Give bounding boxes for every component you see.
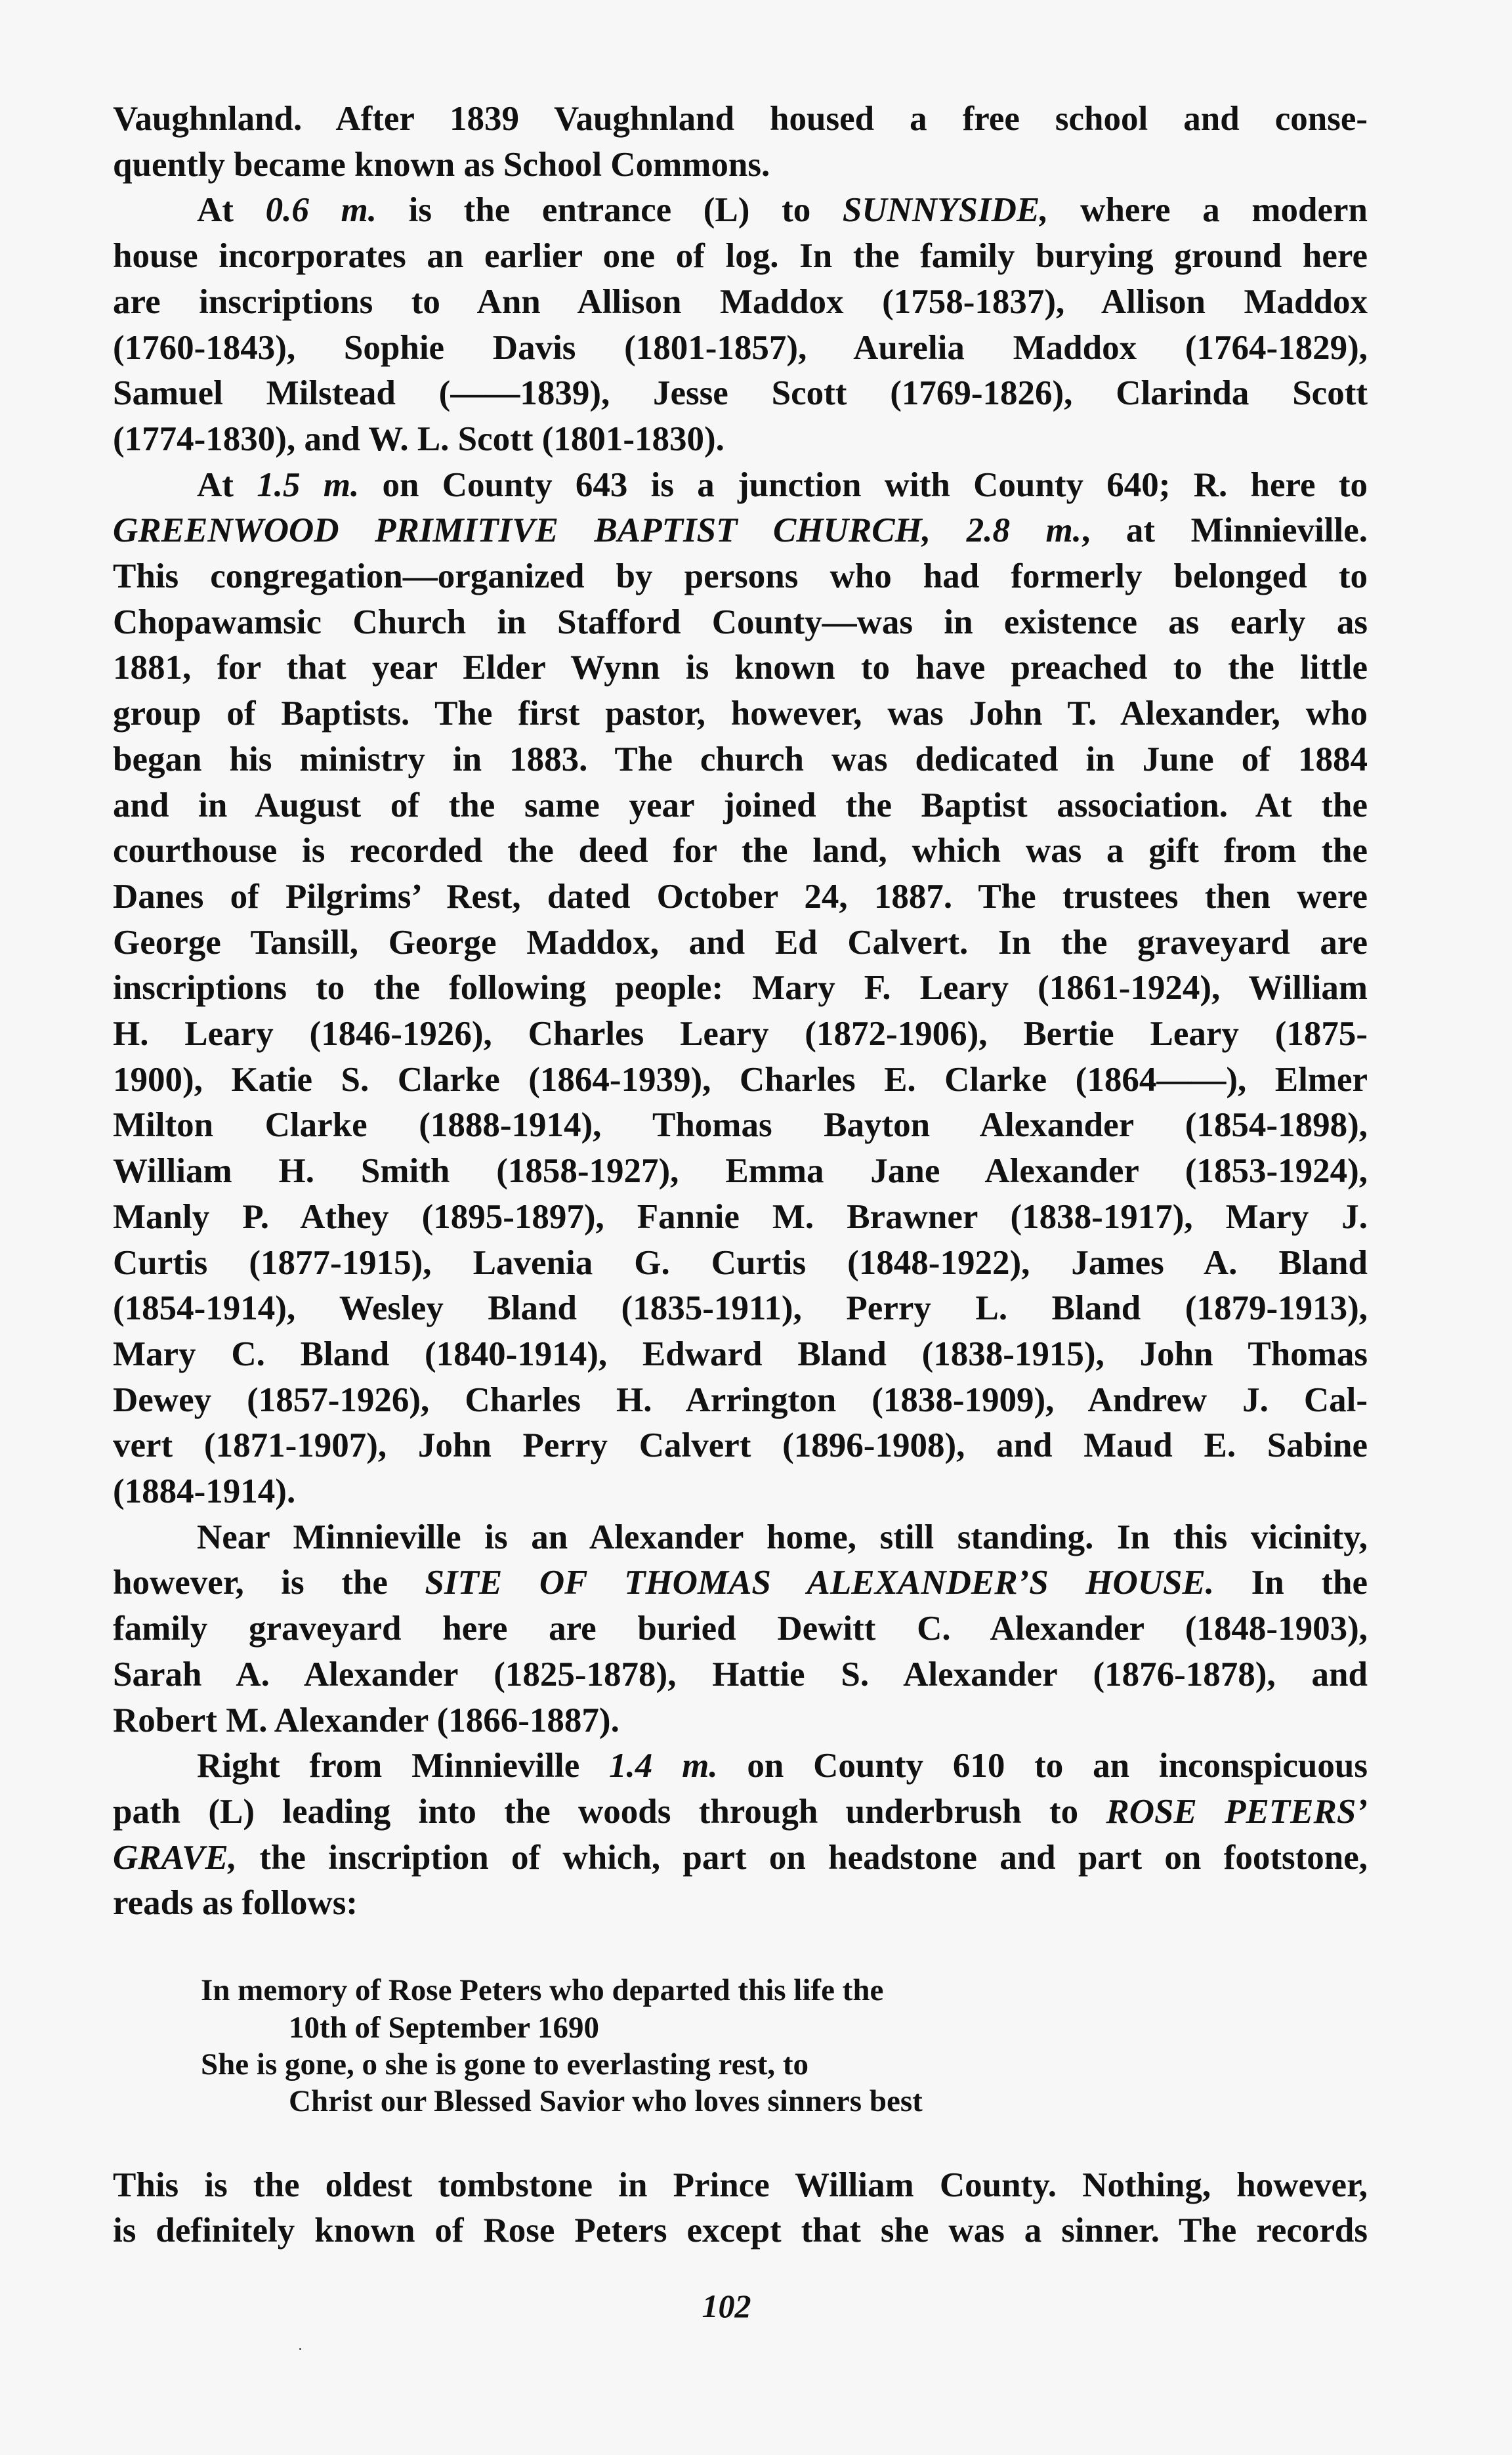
text-run: path (L) leading into the woods through underbrush to [113,1793,1106,1831]
italic-place-name: 2.8 m. [966,511,1082,549]
text-run: In the [1214,1564,1368,1602]
body-line [113,740,1368,779]
closing-line [113,2166,1368,2205]
text-run: family graveyard here are buried Dewitt C. Alexander (1848-1903), [113,1610,1368,1648]
italic-place-name: GRAVE, [113,1839,237,1877]
body-line [113,1289,1368,1328]
body-line [113,1609,1368,1648]
text-run: (1884-1914). [113,1472,296,1510]
text-run [931,511,967,549]
text-run: 1900), Katie S. Clarke (1864-1939), Charles E. Clarke (1864——), Elmer [113,1061,1368,1099]
text-run: are inscriptions to Ann Allison Maddox (1758-1837), Allison Maddox [113,283,1368,321]
text-run: inscriptions to the following people: Mary F. Leary (1861-1924), William [113,969,1368,1007]
text-run: H. Leary (1846-1926), Charles Leary (1872-1906), Bertie Leary (1875- [113,1015,1368,1053]
text-run: William H. Smith (1858-1927), Emma Jane Alexander (1853-1924), [113,1152,1368,1190]
body-line [113,1197,1368,1237]
body-line [113,419,1368,459]
text-run: quently became known as School Commons. [113,146,770,184]
body-line [113,603,1368,642]
body-line [113,1792,1368,1831]
text-run: and in August of the same year joined the Baptist association. At the [113,786,1368,824]
text-run: Chopawamsic Church in Stafford County—was in existence as early as [113,603,1368,641]
text-run: (1760-1843), Sophie Davis (1801-1857), Aurelia Maddox (1764-1829), [113,329,1368,367]
text-run: group of Baptists. The first pastor, however, was John T. Alexander, who [113,694,1368,733]
text-run: Sarah A. Alexander (1825-1878), Hattie S. Alexander (1876-1878), and [113,1655,1368,1694]
body-line [113,1746,1368,1785]
italic-place-name: SITE OF THOMAS ALEXANDER’S HOUSE. [425,1564,1215,1602]
scan-speck [299,2348,301,2350]
text-run: Robert M. Alexander (1866-1887). [113,1701,620,1740]
body-line [113,328,1368,368]
closing-line [113,2211,1368,2250]
text-run: Milton Clarke (1888-1914), Thomas Bayton Alexander (1854-1898), [113,1106,1368,1144]
text-run: Danes of Pilgrims’ Rest, dated October 24, 1887. The trustees then were [113,878,1368,916]
text-run: Samuel Milstead (——1839), Jesse Scott (1769-1826), Clarinda Scott [113,374,1368,412]
body-line [113,1014,1368,1054]
body-line [113,465,1368,505]
text-run: however, is the [113,1564,425,1602]
text-run: is the entrance (L) to [376,191,843,229]
body-line [113,1060,1368,1099]
text-run: courthouse is recorded the deed for the land, which was a gift from the [113,832,1368,870]
body-line [113,1472,1368,1511]
text-run: George Tansill, George Maddox, and Ed Calvert. In the graveyard are [113,924,1368,962]
text-run: Vaughnland. After 1839 Vaughnland housed a free school and conse- [113,100,1368,138]
italic-place-name: GREENWOOD PRIMITIVE BAPTIST CHURCH, [113,511,931,549]
body-line [113,511,1368,550]
text-run: Right from Minnieville [197,1747,610,1785]
body-line [113,1105,1368,1145]
body-line [113,145,1368,184]
body-line [113,557,1368,596]
body-line [113,1151,1368,1191]
inscription-line: Christ our Blessed Savior who loves sinners best [289,2084,923,2118]
italic-place-name: 0.6 m. [265,191,377,229]
text-run: on County 643 is a junction with County 640; R. here to [359,466,1368,504]
body-line [113,1883,1368,1923]
italic-place-name: 1.4 m. [609,1747,718,1785]
text-run: is definitely known of Rose Peters except that she was a sinner. The records [113,2211,1368,2250]
text-run: 1881, for that year Elder Wynn is known to have preached to the little [113,649,1368,687]
body-line [113,1838,1368,1877]
text-run: Mary C. Bland (1840-1914), Edward Bland (1838-1915), John Thomas [113,1335,1368,1373]
text-run: (1774-1830), and W. L. Scott (1801-1830). [113,420,724,458]
body-line [113,1563,1368,1602]
text-run: began his ministry in 1883. The church was dedicated in June of 1884 [113,740,1368,779]
page-number: 102 [702,2288,751,2324]
body-line [113,99,1368,139]
text-run: Near Minnieville is an Alexander home, still standing. In this vicinity, [197,1518,1368,1556]
body-line [113,374,1368,413]
body-line [113,190,1368,230]
text-run: At [197,466,257,504]
text-run: , at Minnieville. [1082,511,1368,549]
text-run: reads as follows: [113,1884,358,1922]
text-run: vert (1871-1907), John Perry Calvert (1896-1908), and Maud E. Sabine [113,1426,1368,1464]
text-run: where a modern [1048,191,1368,229]
body-line [113,1334,1368,1374]
text-run: house incorporates an earlier one of log. In the family burying ground here [113,237,1368,275]
body-line [113,282,1368,322]
body-line [113,1380,1368,1420]
inscription-line: 10th of September 1690 [289,2011,600,2045]
text-run: the inscription of which, part on headstone and part on footstone, [237,1839,1368,1877]
text-run: At [197,191,266,229]
body-line [113,831,1368,870]
body-line [113,1518,1368,1557]
body-line [113,1655,1368,1694]
body-line [113,236,1368,276]
italic-place-name: ROSE PETERS’ [1106,1793,1368,1831]
inscription-line: In memory of Rose Peters who departed this life the [201,1973,884,2007]
inscription-line: She is gone, o she is gone to everlasting rest, to [201,2047,809,2081]
text-run: This congregation—organized by persons who had formerly belonged to [113,557,1368,595]
body-line [113,968,1368,1008]
italic-place-name: 1.5 m. [257,466,360,504]
text-run: on County 610 to an inconspicuous [717,1747,1368,1785]
text-run: Curtis (1877-1915), Lavenia G. Curtis (1848-1922), James A. Bland [113,1244,1368,1282]
body-line [113,1701,1368,1740]
body-line [113,923,1368,962]
body-line [113,648,1368,687]
italic-place-name: SUNNYSIDE, [842,191,1049,229]
body-line [113,786,1368,825]
text-run: Dewey (1857-1926), Charles H. Arrington (1838-1909), Andrew J. Cal- [113,1381,1368,1419]
body-line [113,1243,1368,1283]
body-line [113,694,1368,733]
text-run: This is the oldest tombstone in Prince William County. Nothing, however, [113,2166,1368,2204]
text-run: (1854-1914), Wesley Bland (1835-1911), Perry L. Bland (1879-1913), [113,1289,1368,1327]
text-run: Manly P. Athey (1895-1897), Fannie M. Brawner (1838-1917), Mary J. [113,1198,1368,1236]
body-line [113,1426,1368,1465]
body-line [113,877,1368,916]
